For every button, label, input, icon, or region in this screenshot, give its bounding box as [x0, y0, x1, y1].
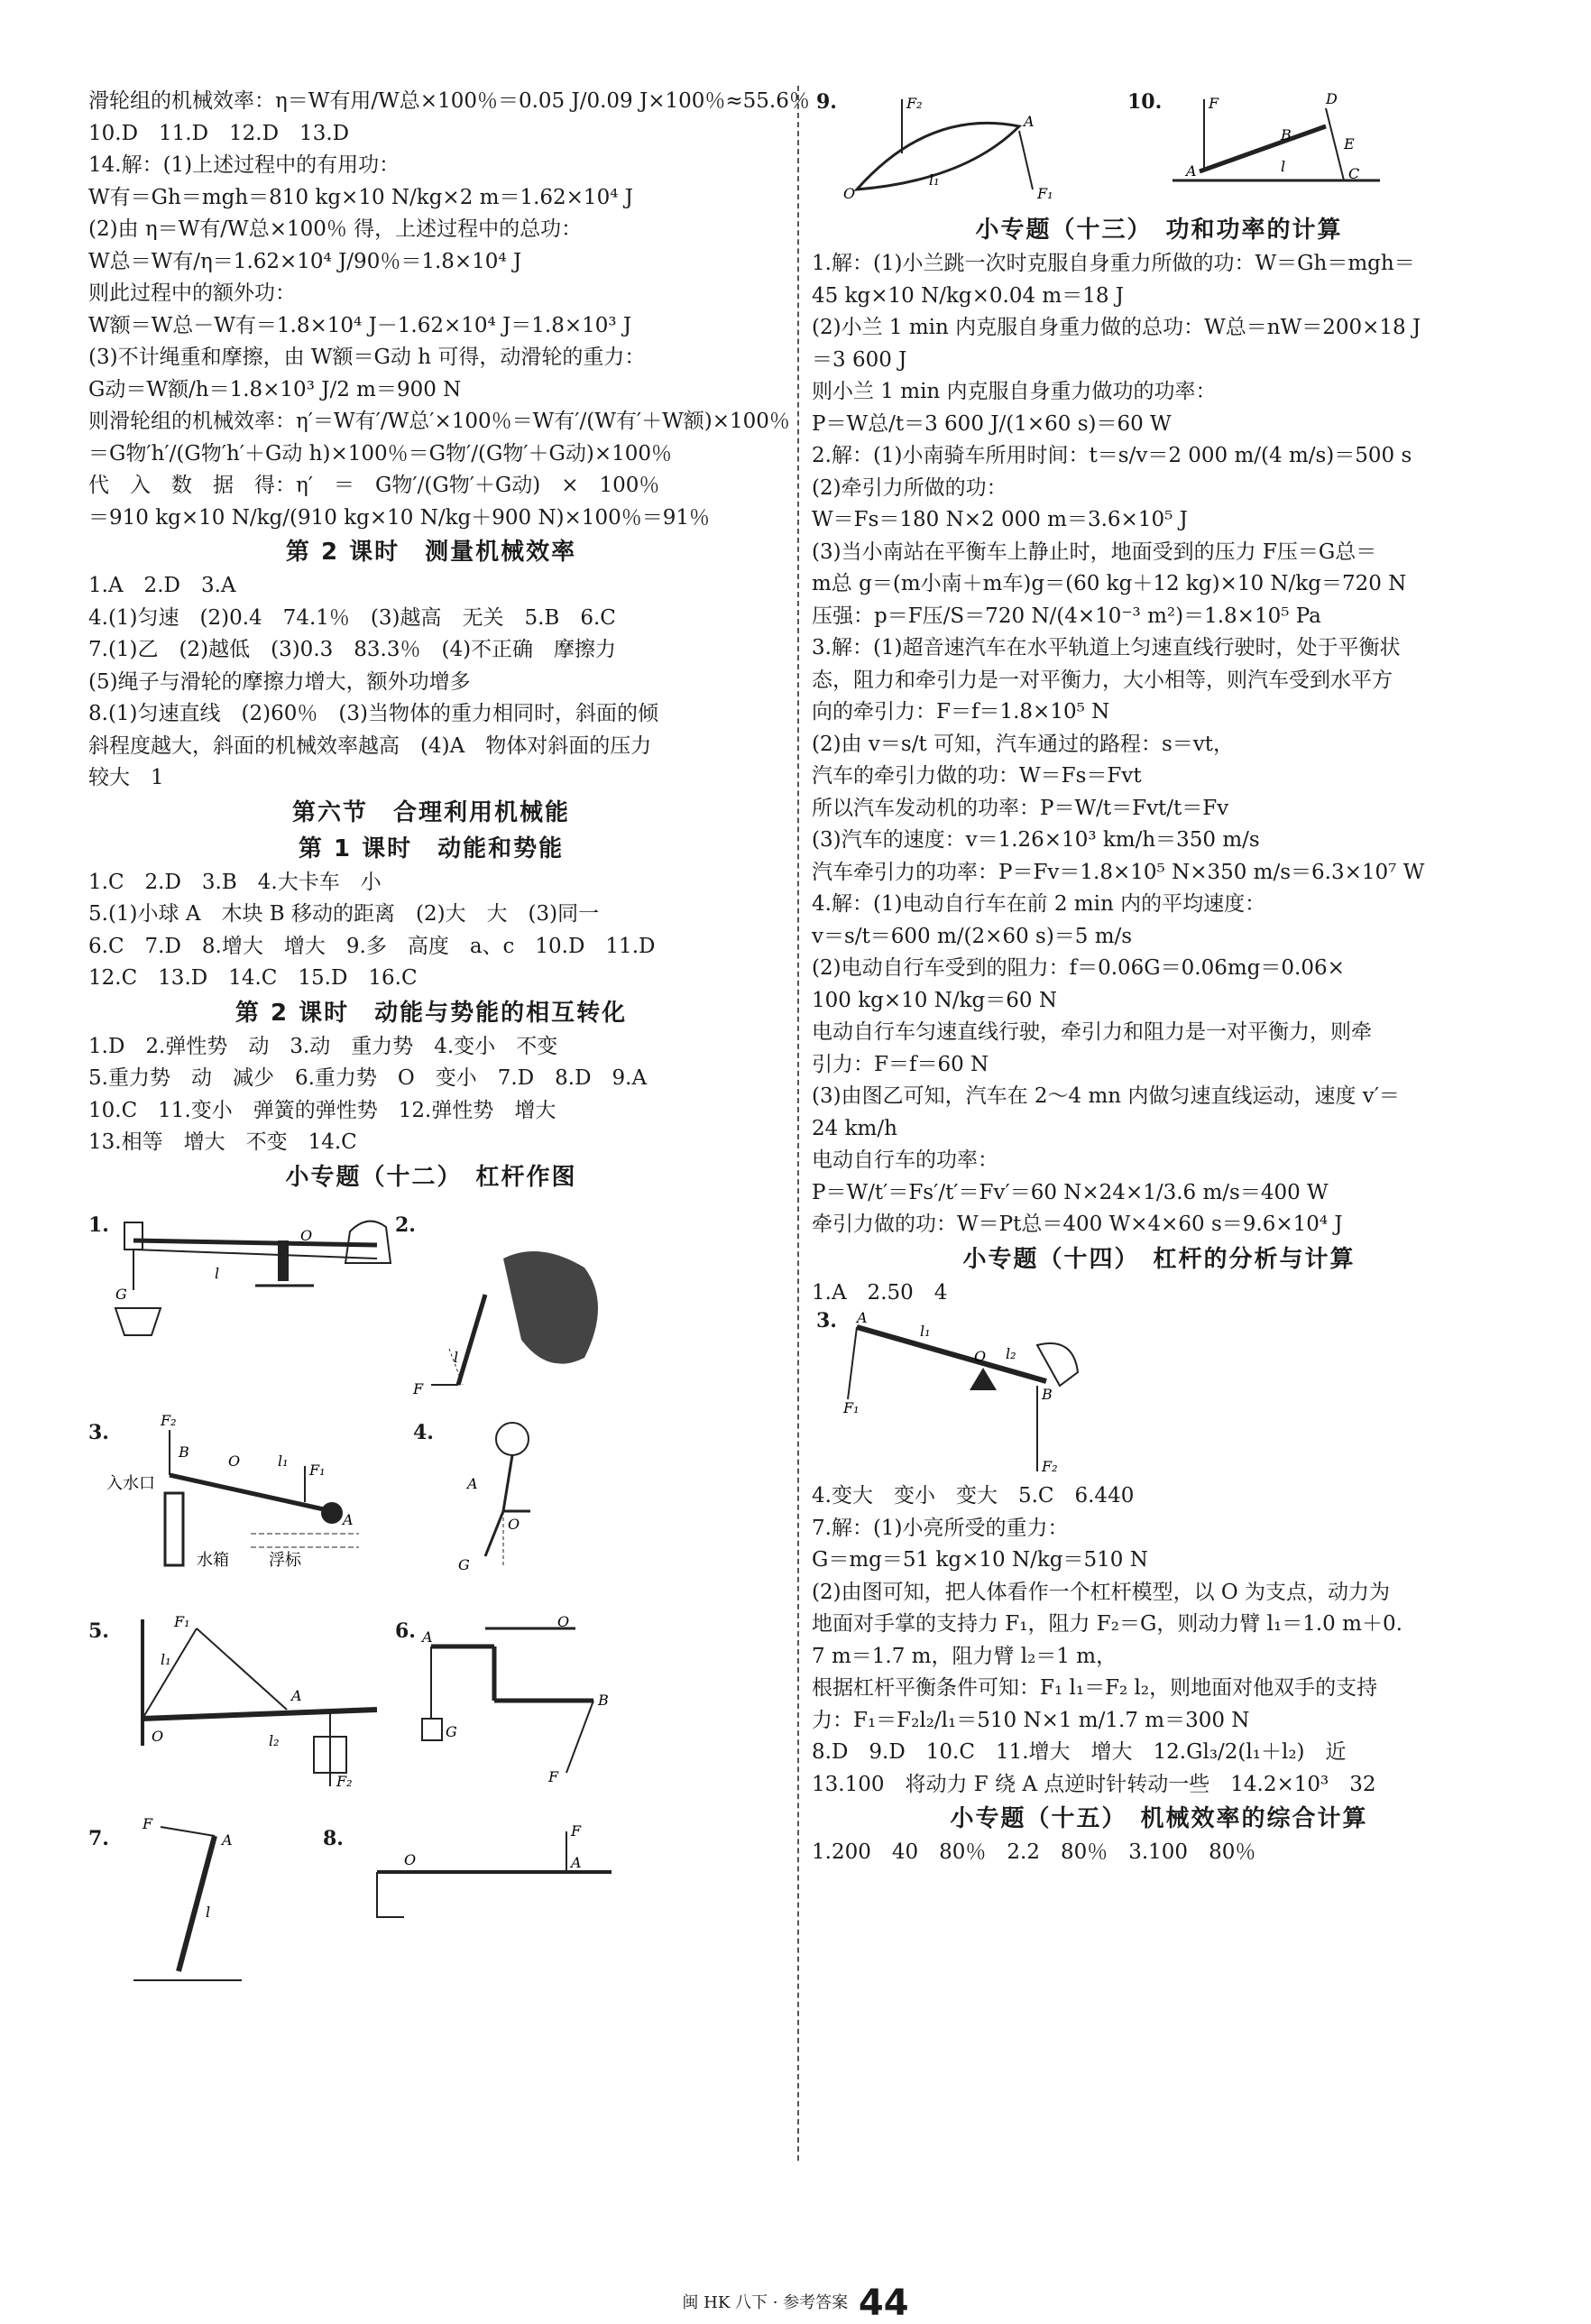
- fig6-diagram: [413, 1610, 648, 1791]
- answer-line: W有＝Gh＝mgh＝810 kg×10 N/kg×2 m＝1.62×10⁴ J: [88, 185, 633, 209]
- answer-line: 1.解：(1)小兰跳一次时克服自身重力所做的功：W＝Gh＝mgh＝: [812, 252, 1415, 275]
- answer-line: ＝G物′h′/(G物′h′＋G动 h)×100％＝G物′/(G物′＋G动)×100％: [88, 441, 673, 466]
- svg-text:A: A: [343, 1510, 354, 1528]
- answer-line: (2)由 v＝s/t 可知，汽车通过的路程：s＝vt，: [812, 732, 1235, 756]
- answer-line: 10.C 11.变小 弹簧的弹性势 12.弹性势 增大: [88, 1098, 556, 1122]
- svg-text:B: B: [1042, 1386, 1053, 1403]
- answer-line: 4.变大 变小 变大 5.C 6.440: [812, 1484, 1135, 1508]
- svg-text:l: l: [454, 1348, 459, 1366]
- answer-line: 斜程度越大，斜面的机械效率越高 (4)A 物体对斜面的压力: [88, 733, 652, 758]
- svg-text:G: G: [446, 1722, 457, 1740]
- answer-line: (3)汽车的速度：v＝1.26×10³ km/h＝350 m/s: [812, 828, 1260, 852]
- answer-line: ＝910 kg×10 N/kg/(910 kg×10 N/kg＋900 N)×100％＝91％: [88, 505, 710, 530]
- fig9-diagram: [839, 90, 1055, 208]
- svg-text:A: A: [571, 1853, 582, 1871]
- answers-block-topic14a: [812, 1277, 1506, 1310]
- answer-line: 代 入 数 据 得：η′ ＝ G物′/(G物′＋G动) × 100％: [88, 474, 660, 497]
- svg-text:F: F: [1209, 95, 1219, 112]
- tank-label: 水箱: [197, 1550, 229, 1570]
- svg-text:F₁: F₁: [843, 1399, 860, 1416]
- answer-line: 向的牵引力：F＝f＝1.8×10⁵ N: [812, 700, 1110, 724]
- fig4-diagram: [431, 1412, 612, 1592]
- svg-text:O: O: [152, 1727, 164, 1745]
- float-label: 浮标: [269, 1550, 301, 1570]
- answer-line: 压强：p＝F压/S＝720 N/(4×10⁻³ m²)＝1.8×10⁵ Pa: [812, 604, 1321, 628]
- fig6-label: 6.: [395, 1618, 416, 1643]
- svg-text:F: F: [143, 1817, 153, 1832]
- svg-text:A: A: [467, 1474, 478, 1492]
- fig7-label: 7.: [88, 1826, 109, 1850]
- heading-section6: 第六节 合理利用机械能: [291, 798, 570, 826]
- answer-line: (2)由图可知，把人体看作一个杠杆模型，以 O 为支点，动力为: [812, 1580, 1391, 1604]
- inlet-label: 入水口: [106, 1473, 155, 1493]
- svg-text:D: D: [1326, 90, 1338, 107]
- svg-text:l₂: l₂: [269, 1731, 280, 1749]
- answer-line: 8.D 9.D 10.C 11.增大 增大 12.Gl₃/2(l₁＋l₂) 近: [812, 1740, 1347, 1764]
- answer-line: (3)由图乙可知，汽车在 2～4 mn 内做匀速直线运动，速度 v′＝: [812, 1084, 1400, 1108]
- fig9-label: 9.: [816, 90, 837, 114]
- svg-text:G: G: [115, 1285, 127, 1303]
- svg-text:l: l: [1281, 158, 1286, 175]
- answer-line: 5.重力势 动 减少 6.重力势 O 变小 7.D 8.D 9.A: [88, 1066, 648, 1090]
- svg-text:A: A: [422, 1628, 433, 1646]
- answer-line: 4.(1)匀速 (2)0.4 74.1％ (3)越高 无关 5.B 6.C: [88, 605, 616, 630]
- right-column: [812, 86, 1506, 1869]
- answer-line: (2)由 η＝W有/W总×100％ 得，上述过程中的总功：: [88, 217, 583, 241]
- answer-line: 7.解：(1)小亮所受的重力：: [812, 1516, 1069, 1540]
- svg-text:F₂: F₂: [161, 1411, 177, 1429]
- answer-line: 6.C 7.D 8.增大 增大 9.多 高度 a、c 10.D 11.D: [88, 934, 656, 958]
- answer-line: 7.(1)乙 (2)越低 (3)0.3 83.3％ (4)不正确 摩擦力: [88, 638, 617, 661]
- answer-line: m总 g＝(m小南＋m车)g＝(60 kg＋12 kg)×10 N/kg＝720 N: [812, 572, 1407, 595]
- fig7-diagram: [106, 1818, 305, 1998]
- answer-line: 根据杠杆平衡条件可知：F₁ l₁＝F₂ l₂，则地面对他双手的支持: [812, 1676, 1378, 1700]
- answers-block-3: [88, 867, 774, 995]
- svg-text:l₁: l₁: [929, 171, 940, 189]
- answer-line: P＝W总/t＝3 600 J/(1×60 s)＝60 W: [812, 411, 1172, 436]
- answer-line: 引力：F＝f＝60 N: [812, 1052, 989, 1076]
- answer-line: 则此过程中的额外功：: [88, 281, 296, 305]
- footer-text: 闽 HK 八下 · 参考答案: [682, 2293, 849, 2312]
- svg-text:A: A: [1024, 113, 1035, 130]
- lever-figures: [88, 1195, 774, 1989]
- answer-line: 12.C 13.D 14.C 15.D 16.C: [88, 966, 418, 990]
- answer-line: 力：F₁＝F₂l₂/l₁＝510 N×1 m/1.7 m＝300 N: [812, 1708, 1250, 1732]
- answer-line: 13.相等 增大 不变 14.C: [88, 1130, 357, 1154]
- svg-text:l₂: l₂: [1006, 1345, 1016, 1362]
- page-number: 44: [858, 2282, 909, 2324]
- fig8-label: 8.: [323, 1826, 344, 1850]
- answer-line: 滑轮组的机械效率：η＝W有用/W总×100％＝0.05 J/0.09 J×100％≈55.6％: [88, 89, 810, 113]
- heading-topic12-lever-drawing: 小专题（十二） 杠杆作图: [285, 1163, 577, 1191]
- fig2-label: 2.: [395, 1213, 416, 1237]
- svg-text:E: E: [1344, 135, 1355, 152]
- svg-text:A: A: [1186, 162, 1197, 180]
- answer-line: P＝W/t′＝Fs′/t′＝Fv′＝60 N×24×1/3.6 m/s＝400 W: [812, 1180, 1329, 1204]
- svg-text:F₁: F₁: [309, 1461, 326, 1479]
- fig10-label: 10.: [1127, 90, 1163, 114]
- svg-text:B: B: [1281, 126, 1292, 143]
- heading-lesson2-measure-efficiency: 第 2 课时 测量机械效率: [285, 539, 577, 566]
- answer-line: W总＝W有/η＝1.62×10⁴ J/90％＝1.8×10⁴ J: [88, 249, 522, 273]
- fig3-label: 3.: [88, 1420, 109, 1444]
- svg-text:A: A: [222, 1831, 233, 1849]
- fig10-diagram: [1163, 90, 1398, 208]
- answer-line: 7 m＝1.7 m，阻力臂 l₂＝1 m，: [812, 1644, 1117, 1668]
- answer-line: (3)不计绳重和摩擦，由 W额＝G动 h 可得，动滑轮的重力：: [88, 346, 646, 369]
- answer-line: 所以汽车发动机的功率：P＝W/t＝Fvt/t＝Fv: [812, 796, 1229, 820]
- answers-block-4: [88, 1031, 774, 1159]
- fig8-diagram: [341, 1818, 630, 1944]
- answer-line: 1.200 40 80％ 2.2 80％ 3.100 80％: [812, 1840, 1256, 1864]
- fig5-diagram: [106, 1610, 395, 1791]
- column-divider: [797, 86, 799, 2161]
- heading-topic15-efficiency-calc: 小专题（十五） 机械效率的综合计算: [950, 1805, 1368, 1832]
- answer-line: (2)小兰 1 min 内克服自身重力做的总功：W总＝nW＝200×18 J: [812, 316, 1421, 339]
- heading-lesson2-energy-conversion: 第 2 课时 动能与势能的相互转化: [235, 999, 628, 1027]
- fig1-diagram: [106, 1204, 413, 1367]
- answer-line: 态，阻力和牵引力是一对平衡力，大小相等，则汽车受到水平方: [812, 668, 1393, 692]
- answer-line: 5.(1)小球 A 木块 B 移动的距离 (2)大 大 (3)同一: [88, 902, 600, 926]
- topic14-fig3: [812, 1309, 1506, 1480]
- svg-text:O: O: [557, 1612, 570, 1630]
- svg-text:C: C: [1348, 165, 1360, 182]
- fig2-diagram: [413, 1204, 639, 1403]
- answer-line: 1.D 2.弹性势 动 3.动 重力势 4.变小 不变: [88, 1034, 558, 1058]
- svg-text:l₁: l₁: [161, 1650, 171, 1668]
- answer-line: 则小兰 1 min 内克服自身重力做功的功率：: [812, 380, 1217, 403]
- answer-line: (2)电动自行车受到的阻力：f＝0.06G＝0.06mg＝0.06×: [812, 956, 1345, 980]
- svg-text:G: G: [458, 1555, 470, 1573]
- answer-line: 汽车的牵引力做的功：W＝Fs＝Fvt: [812, 764, 1142, 788]
- svg-text:l: l: [215, 1264, 220, 1282]
- svg-text:l₁: l₁: [278, 1452, 289, 1470]
- fig3-diagram: [106, 1412, 359, 1574]
- answer-line: 地面对手掌的支持力 F₁，阻力 F₂＝G，则动力臂 l₁＝1.0 m＋0.: [812, 1612, 1402, 1636]
- answer-line: 2.解：(1)小南骑车所用时间：t＝s/v＝2 000 m/(4 m/s)＝500 s: [812, 444, 1412, 467]
- fig4-label: 4.: [413, 1420, 434, 1444]
- answer-line: 电动自行车匀速直线行驶，牵引力和阻力是一对平衡力，则牵: [812, 1020, 1372, 1044]
- answer-line: 1.A 2.50 4: [812, 1280, 948, 1305]
- svg-text:F: F: [548, 1767, 559, 1785]
- answer-line: 3.解：(1)超音速汽车在水平轨道上匀速直线行驶时，处于平衡状: [812, 636, 1401, 659]
- answer-line: 8.(1)匀速直线 (2)60％ (3)当物体的重力相同时，斜面的倾: [88, 702, 658, 725]
- t14-fig3-diagram: [839, 1309, 1127, 1480]
- svg-text:O: O: [843, 185, 856, 202]
- answer-line: 13.100 将动力 F 绕 A 点逆时针转动一些 14.2×10³ 32: [812, 1772, 1376, 1796]
- heading-lesson1-kinetic-potential: 第 1 课时 动能和势能: [298, 835, 565, 862]
- svg-text:B: B: [179, 1443, 189, 1461]
- answers-block-1: [88, 86, 810, 534]
- svg-text:A: A: [857, 1309, 868, 1326]
- svg-text:F: F: [571, 1821, 582, 1840]
- svg-text:O: O: [300, 1226, 313, 1244]
- answer-line: v＝s/t＝600 m/(2×60 s)＝5 m/s: [812, 924, 1133, 948]
- answer-line: 电动自行车的功率：: [812, 1148, 998, 1172]
- svg-text:O: O: [228, 1452, 241, 1470]
- left-column: [88, 86, 810, 1989]
- answer-line: 1.A 2.D 3.A: [88, 574, 236, 597]
- svg-text:A: A: [291, 1686, 302, 1704]
- answer-line: 较大 1: [88, 766, 164, 789]
- answer-line: ＝3 600 J: [812, 347, 907, 372]
- answers-block-topic15: [812, 1837, 1506, 1869]
- svg-text:O: O: [508, 1515, 520, 1533]
- answer-line: 4.解：(1)电动自行车在前 2 min 内的平均速度：: [812, 892, 1266, 916]
- svg-text:O: O: [974, 1348, 987, 1365]
- answer-line: (3)当小南站在平衡车上静止时，地面受到的压力 F压＝G总＝: [812, 540, 1377, 564]
- answer-line: 汽车牵引力的功率：P＝Fv＝1.8×10⁵ N×350 m/s＝6.3×10⁷ W: [812, 860, 1425, 884]
- answer-line: G＝mg＝51 kg×10 N/kg＝510 N: [812, 1548, 1148, 1572]
- svg-text:F₂: F₂: [336, 1772, 353, 1790]
- answer-line: G动＝W额/h＝1.8×10³ J/2 m＝900 N: [88, 377, 462, 401]
- answer-line: 10.D 11.D 12.D 13.D: [88, 121, 350, 145]
- svg-text:F₂: F₂: [1042, 1458, 1058, 1475]
- fig5-label: 5.: [88, 1618, 109, 1643]
- svg-text:F₂: F₂: [906, 95, 923, 112]
- page-footer: [0, 2282, 1591, 2324]
- answers-block-2: [88, 570, 774, 795]
- heading-topic13-work-power: 小专题（十三） 功和功率的计算: [975, 217, 1343, 244]
- svg-text:F₁: F₁: [174, 1612, 190, 1630]
- fig1-label: 1.: [88, 1213, 109, 1237]
- t14-fig3-label: 3.: [816, 1309, 837, 1333]
- heading-topic14-lever-analysis: 小专题（十四） 杠杆的分析与计算: [962, 1245, 1356, 1273]
- answer-line: 1.C 2.D 3.B 4.大卡车 小: [88, 870, 382, 894]
- answer-line: W额＝W总－W有＝1.8×10⁴ J－1.62×10⁴ J＝1.8×10³ J: [88, 313, 632, 337]
- right-top-figures: [812, 86, 1506, 212]
- answer-line: (5)绳子与滑轮的摩擦力增大，额外功增多: [88, 669, 471, 694]
- answer-line: (2)牵引力所做的功：: [812, 475, 1007, 500]
- answers-block-topic13: [812, 248, 1506, 1241]
- answer-line: 100 kg×10 N/kg＝60 N: [812, 988, 1057, 1012]
- answer-line: 14.解：(1)上述过程中的有用功：: [88, 153, 400, 177]
- svg-text:B: B: [598, 1691, 609, 1709]
- answer-line: 24 km/h: [812, 1116, 897, 1140]
- answer-line: 则滑轮组的机械效率：η′＝W有′/W总′×100％＝W有′/(W有′＋W额)×100％: [88, 410, 790, 433]
- svg-text:O: O: [404, 1850, 417, 1868]
- svg-text:l₁: l₁: [920, 1323, 931, 1340]
- answer-line: 45 kg×10 N/kg×0.04 m＝18 J: [812, 283, 1125, 308]
- answers-block-topic14b: [812, 1480, 1506, 1801]
- svg-text:F: F: [413, 1379, 424, 1397]
- svg-text:F₁: F₁: [1037, 185, 1053, 202]
- answer-line: 牵引力做的功：W＝Pt总＝400 W×4×60 s＝9.6×10⁴ J: [812, 1213, 1343, 1236]
- svg-text:l: l: [206, 1903, 211, 1921]
- answer-line: W＝Fs＝180 N×2 000 m＝3.6×10⁵ J: [812, 508, 1188, 531]
